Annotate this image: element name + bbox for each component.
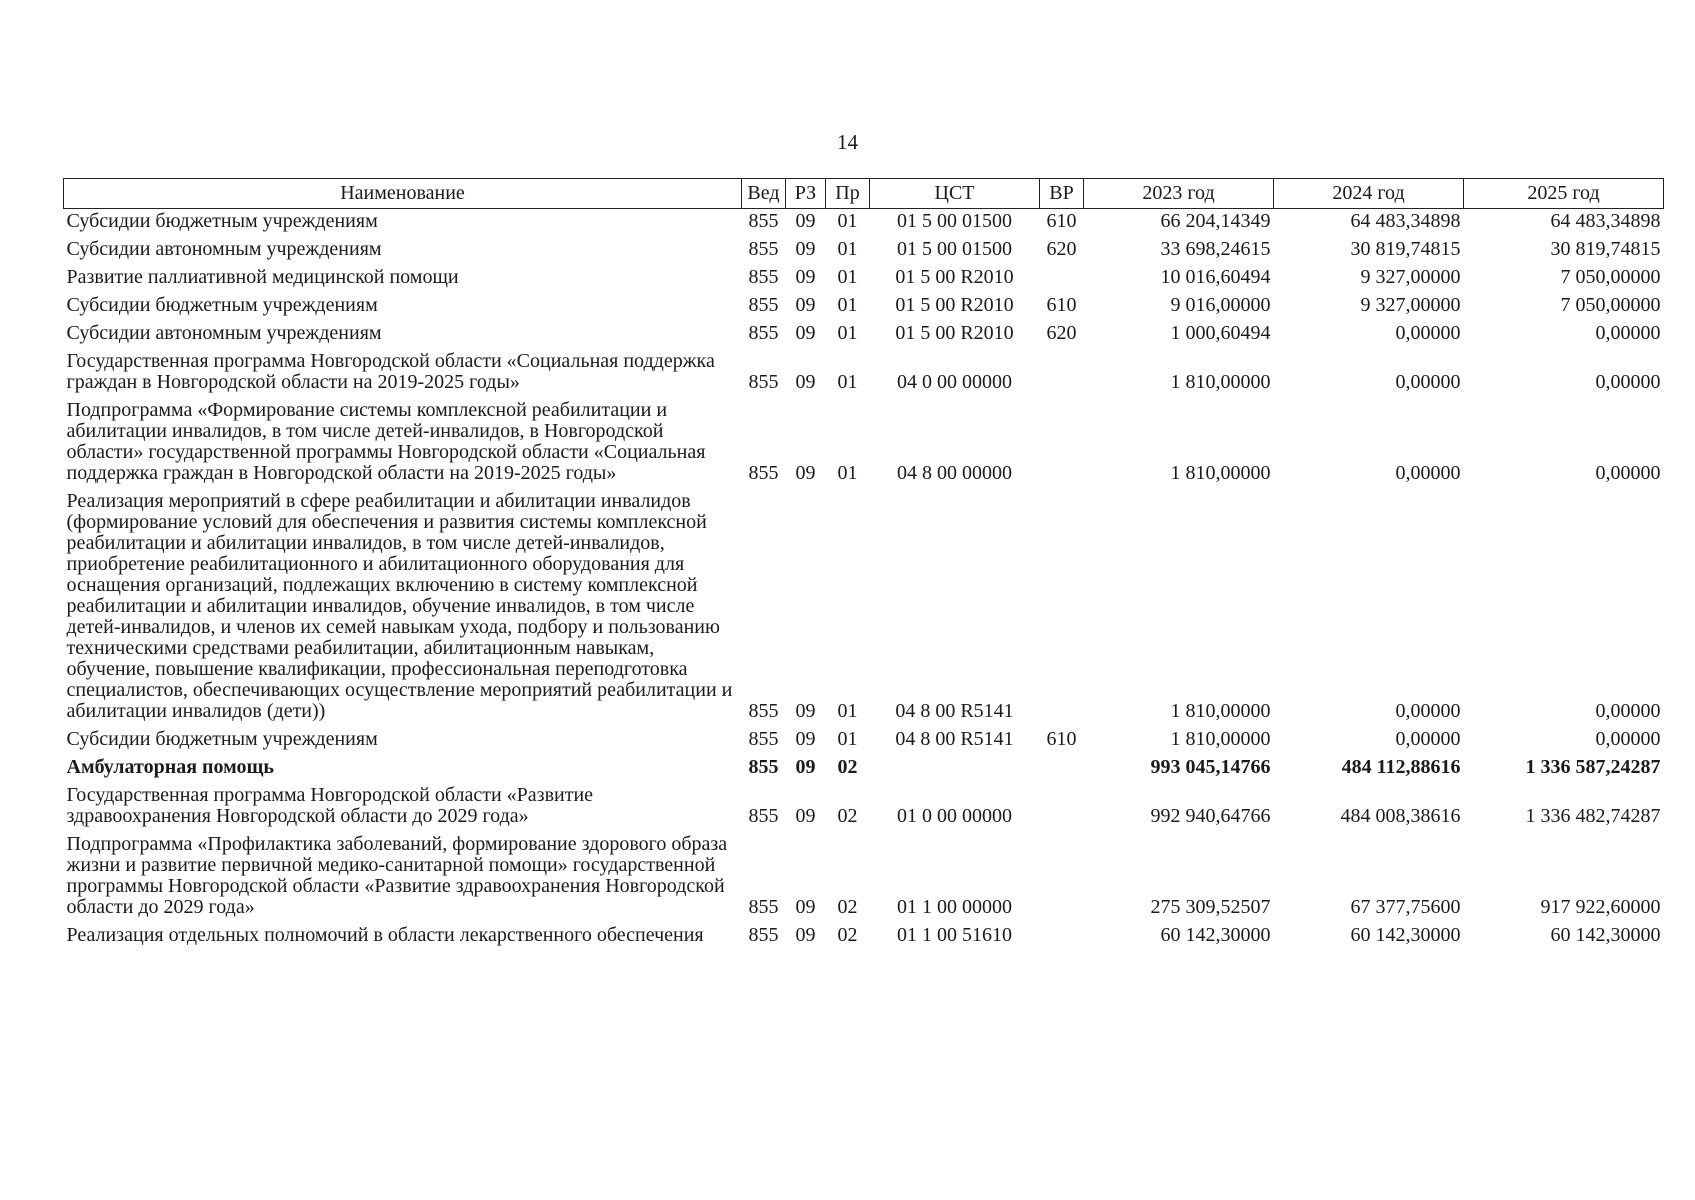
cell-2025: 60 142,30000 [1550,924,1661,946]
cell-ved: 855 [748,266,779,288]
cell-cst: 01 1 00 51610 [897,924,1012,946]
cell-cst: 04 8 00 R5141 [895,700,1014,722]
column-header-cst: ЦСТ [870,179,1040,209]
cell-vr: 610 [1046,210,1077,232]
cell-2024: 0,00000 [1395,462,1461,484]
cell-vr [1040,755,1084,783]
cell-2023: 1 810,00000 [1170,371,1271,393]
table-row [64,783,1664,832]
cell-pr: 02 [837,924,858,946]
cell-ved: 855 [748,210,779,232]
cell-2025: 7 050,00000 [1560,266,1661,288]
cell-pr: 01 [837,728,858,750]
cell-2023: 66 204,14349 [1160,210,1271,232]
cell-cst: 01 1 00 00000 [897,896,1012,918]
cell-2023: 993 045,14766 [1150,756,1271,778]
cell-vr: 620 [1046,238,1077,260]
cell-vr [1040,783,1084,832]
cell-ved: 855 [748,728,779,750]
cell-vr [1040,832,1084,923]
header-row [64,179,1664,209]
cell-rz: 09 [795,371,816,393]
cell-ved: 855 [748,322,779,344]
cell-2023: 1 000,60494 [1170,322,1271,344]
table-header [64,179,1664,209]
cell-cst: 04 8 00 R5141 [895,728,1014,750]
cell-cst [870,755,1040,783]
table-body [64,209,1664,952]
cell-rz: 09 [795,294,816,316]
table-row [64,832,1664,923]
cell-name: Субсидии автономным учреждениям [66,322,382,344]
cell-pr: 01 [837,266,858,288]
cell-ved: 855 [748,238,779,260]
cell-cst: 01 5 00 R2010 [895,322,1014,344]
cell-pr: 01 [837,322,858,344]
cell-2025: 1 336 587,24287 [1525,756,1661,778]
cell-pr: 02 [837,756,858,778]
cell-name: Подпрограмма «Формирование системы комплексной реабилитации и абилитации инвалидов, в том числе детей-инвалидов, в Новгородской области» государственной программы Новгородской области «Социальная поддержка граждан в Новгородской области на 2019-2025 годы» [66,399,706,484]
cell-2024: 60 142,30000 [1350,924,1461,946]
cell-vr: 610 [1046,294,1077,316]
cell-2024: 484 112,88616 [1341,756,1461,778]
cell-2025: 1 336 482,74287 [1525,805,1661,827]
cell-name: Субсидии бюджетным учреждениям [66,728,378,750]
table-row [64,265,1664,293]
budget-table [63,178,1664,951]
table-row [64,755,1664,783]
cell-vr [1040,398,1084,489]
column-header-2023: 2023 год [1084,179,1274,209]
cell-2023: 60 142,30000 [1160,924,1271,946]
cell-2023: 9 016,00000 [1170,294,1271,316]
cell-cst: 01 0 00 00000 [897,805,1012,827]
cell-vr [1040,349,1084,398]
column-header-name: Наименование [64,179,742,209]
table-row [64,398,1664,489]
cell-pr: 01 [837,210,858,232]
cell-2023: 33 698,24615 [1160,238,1271,260]
cell-rz: 09 [795,896,816,918]
cell-rz: 09 [795,805,816,827]
cell-name: Реализация отдельных полномочий в области лекарственного обеспечения [66,924,704,946]
cell-2024: 0,00000 [1395,322,1461,344]
table-row [64,321,1664,349]
cell-vr [1040,265,1084,293]
cell-ved: 855 [748,700,779,722]
cell-rz: 09 [795,266,816,288]
cell-2023: 275 309,52507 [1150,896,1271,918]
cell-name: Подпрограмма «Профилактика заболеваний, формирование здорового образа жизни и развитие первичной медико-санитарной помощи» государственной программы Новгородской области «Развитие здравоохранения Новгородской области до 2029 года» [66,833,728,918]
cell-2025: 917 922,60000 [1540,896,1661,918]
cell-pr: 02 [837,896,858,918]
cell-2024: 0,00000 [1395,728,1461,750]
cell-2024: 484 008,38616 [1340,805,1461,827]
column-header-pr: Пр [826,179,870,209]
cell-rz: 09 [795,210,816,232]
cell-vr [1040,489,1084,727]
column-header-2025: 2025 год [1464,179,1664,209]
cell-rz: 09 [795,700,816,722]
cell-rz: 09 [795,728,816,750]
cell-name: Субсидии автономным учреждениям [66,238,382,260]
cell-rz: 09 [795,322,816,344]
cell-pr: 01 [837,700,858,722]
cell-cst: 04 0 00 00000 [897,371,1012,393]
cell-ved: 855 [748,294,779,316]
table-row [64,923,1664,951]
cell-name: Амбулаторная помощь [66,756,274,778]
cell-2025: 7 050,00000 [1560,294,1661,316]
cell-cst: 01 5 00 R2010 [895,266,1014,288]
page-number: 14 [837,130,858,154]
cell-2023: 1 810,00000 [1170,728,1271,750]
cell-pr: 01 [837,462,858,484]
cell-2024: 9 327,00000 [1360,266,1461,288]
cell-2024: 0,00000 [1395,700,1461,722]
cell-2025: 0,00000 [1595,462,1661,484]
cell-2025: 0,00000 [1595,700,1661,722]
cell-2025: 0,00000 [1595,371,1661,393]
column-header-vr: ВР [1040,179,1084,209]
cell-2024: 0,00000 [1395,371,1461,393]
cell-cst: 01 5 00 R2010 [895,294,1014,316]
cell-rz: 09 [795,238,816,260]
cell-vr: 620 [1046,322,1077,344]
column-header-ved: Вед [742,179,786,209]
cell-name: Государственная программа Новгородской области «Социальная поддержка граждан в Новгородской области на 2019-2025 годы» [66,350,715,393]
cell-2024: 64 483,34898 [1350,210,1461,232]
cell-pr: 01 [837,294,858,316]
cell-ved: 855 [748,896,779,918]
cell-2023: 992 940,64766 [1150,805,1271,827]
table-row [64,727,1664,755]
cell-rz: 09 [795,462,816,484]
cell-ved: 855 [748,805,779,827]
cell-name: Субсидии бюджетным учреждениям [66,294,378,316]
cell-pr: 01 [837,238,858,260]
cell-2023: 1 810,00000 [1170,700,1271,722]
table-row [64,293,1664,321]
cell-ved: 855 [748,924,779,946]
cell-rz: 09 [795,924,816,946]
cell-rz: 09 [795,756,816,778]
cell-cst: 01 5 00 01500 [897,210,1012,232]
table-row [64,237,1664,265]
cell-cst: 04 8 00 00000 [897,462,1012,484]
cell-2023: 10 016,60494 [1160,266,1271,288]
cell-name: Развитие паллиативной медицинской помощи [66,266,459,288]
table-row [64,489,1664,727]
cell-ved: 855 [748,462,779,484]
cell-2023: 1 810,00000 [1170,462,1271,484]
table-row [64,349,1664,398]
cell-2024: 30 819,74815 [1350,238,1461,260]
cell-2025: 64 483,34898 [1550,210,1661,232]
cell-name: Субсидии бюджетным учреждениям [66,210,378,232]
table-row [64,209,1664,238]
cell-name: Реализация мероприятий в сфере реабилитации и абилитации инвалидов (формирование условий для обеспечения и развития системы комплексной реабилитации и абилитации инвалидов, в том числе детей-инвалидов, приобретение реабилитационного и абилитационного оборудования для оснащения организаций, подлежащих включению в систему комплексной реабилитации и абилитации инвалидов, обучение инвалидов, в том числе детей-инвалидов, и членов их семей навыкам ухода, подбору и пользованию техническими средствами реабилитации, абилитационным навыкам, обучение, повышение квалификации, профессиональная переподготовка специалистов, обеспечивающих осуществление мероприятий реабилитации и абилитации инвалидов (дети)) [66,490,733,722]
cell-vr: 610 [1046,728,1077,750]
cell-pr: 02 [837,805,858,827]
cell-ved: 855 [748,756,779,778]
cell-2024: 9 327,00000 [1360,294,1461,316]
cell-2024: 67 377,75600 [1350,896,1461,918]
cell-vr [1040,923,1084,951]
cell-pr: 01 [837,371,858,393]
column-header-2024: 2024 год [1274,179,1464,209]
cell-ved: 855 [748,371,779,393]
cell-2025: 0,00000 [1595,322,1661,344]
cell-cst: 01 5 00 01500 [897,238,1012,260]
column-header-rz: РЗ [786,179,826,209]
cell-2025: 0,00000 [1595,728,1661,750]
cell-2025: 30 819,74815 [1550,238,1661,260]
cell-name: Государственная программа Новгородской области «Развитие здравоохранения Новгородской области до 2029 года» [66,784,594,827]
